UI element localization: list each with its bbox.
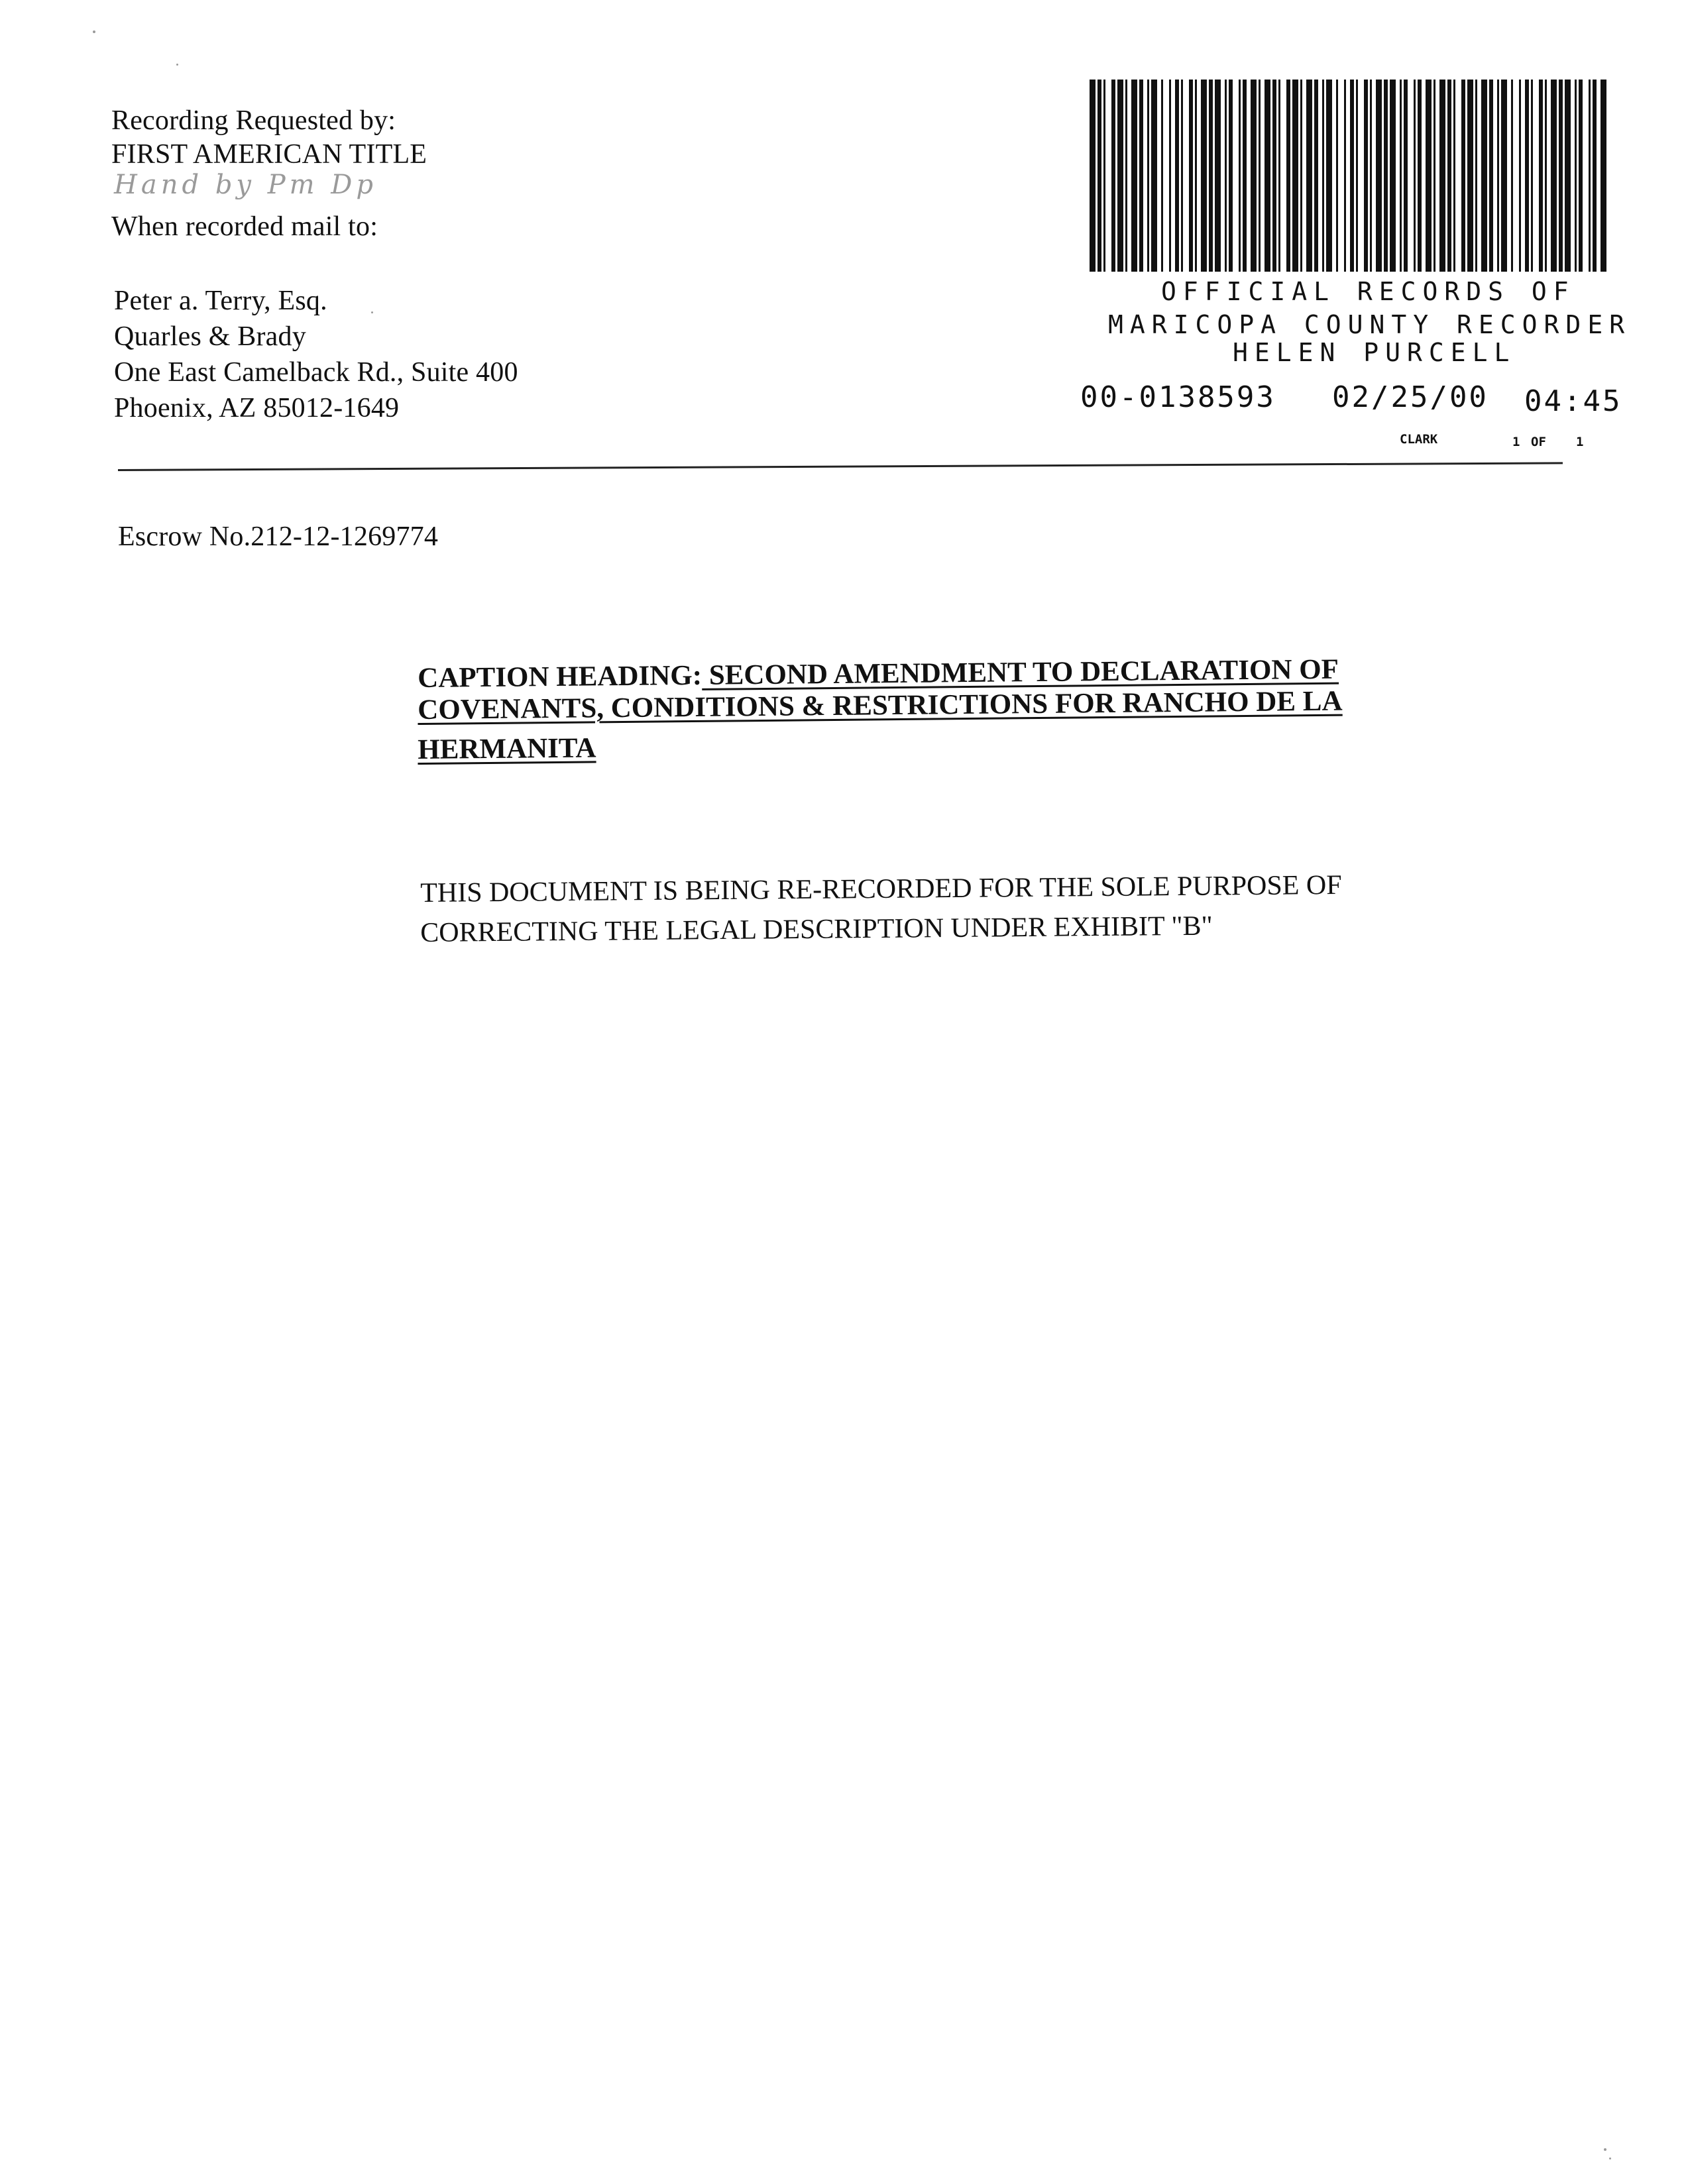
stamp-page-number: 1 <box>1512 435 1520 449</box>
barcode-bar <box>1551 80 1557 272</box>
barcode-bar <box>1426 80 1432 272</box>
barcode-bar <box>1545 80 1547 272</box>
stamp-page-total: 1 <box>1576 435 1584 449</box>
barcode-bar <box>1161 80 1163 272</box>
barcode-bar <box>1278 80 1280 272</box>
barcode-bar <box>1131 80 1137 272</box>
barcode-bar <box>1400 80 1402 272</box>
mail-to-street: One East Camelback Rd., Suite 400 <box>114 357 518 388</box>
barcode-bar <box>1139 80 1143 272</box>
barcode-bar <box>1151 80 1157 272</box>
barcode-bar <box>1376 80 1382 272</box>
barcode-bar <box>1511 80 1513 272</box>
barcode-bar <box>1336 80 1338 272</box>
barcode-bar <box>1125 80 1127 272</box>
barcode-bar <box>1414 80 1416 272</box>
scan-speck <box>1604 2148 1606 2151</box>
barcode-bar <box>1243 80 1247 272</box>
mail-to-name: Peter a. Terry, Esq. <box>114 286 327 316</box>
scan-speck <box>93 30 95 33</box>
stamp-page-of: OF <box>1531 435 1546 449</box>
barcode-bar <box>1201 80 1207 272</box>
barcode-bar <box>1579 80 1583 272</box>
barcode-bar <box>1111 80 1115 272</box>
barcode-bar <box>1147 80 1149 272</box>
barcode-bar <box>1531 80 1533 272</box>
barcode-bar <box>1501 80 1507 272</box>
stamp-date: 02/25/00 <box>1332 380 1489 414</box>
escrow-number: Escrow No.212-12-1269774 <box>118 521 439 552</box>
stamp-time: 04:45 <box>1524 384 1622 418</box>
barcode-bar <box>1433 80 1435 272</box>
mail-to-firm: Quarles & Brady <box>114 321 306 352</box>
caption-prefix: CAPTION HEADING: <box>418 659 702 694</box>
barcode-bar <box>1418 80 1422 272</box>
when-recorded-label: When recorded mail to: <box>111 211 378 242</box>
barcode-bar <box>1090 80 1096 272</box>
barcode-bar <box>1519 80 1521 272</box>
barcode-bar <box>1404 80 1408 272</box>
statement-line1: THIS DOCUMENT IS BEING RE-RECORDED FOR THE SOLE PURPOSE OF <box>420 869 1342 908</box>
handwritten-note: Hand by Pm Dp <box>114 170 377 200</box>
barcode-bar <box>1575 80 1577 272</box>
barcode-bar <box>1181 80 1183 272</box>
barcode-bar <box>1225 80 1227 272</box>
barcode-bar <box>1565 80 1571 272</box>
barcode-bar <box>1356 80 1358 272</box>
barcode-bar <box>1322 80 1324 272</box>
barcode-bar <box>1601 80 1606 272</box>
barcode-bar <box>1169 80 1171 272</box>
barcode-bar <box>1497 80 1499 272</box>
barcode-bar <box>1559 80 1563 272</box>
barcode-bar <box>1272 80 1276 272</box>
barcode-bar <box>1175 80 1179 272</box>
barcode-bar <box>1439 80 1445 272</box>
barcode-bar <box>1097 80 1101 272</box>
barcode-bar <box>1239 80 1241 272</box>
barcode-bar <box>1481 80 1487 272</box>
barcode-bar <box>1251 80 1257 272</box>
scan-speck <box>1609 2157 1611 2159</box>
barcode-bar <box>1461 80 1465 272</box>
statement-line2: CORRECTING THE LEGAL DESCRIPTION UNDER EXHIBIT "B" <box>420 910 1213 948</box>
barcode-bar <box>1589 80 1591 272</box>
caption-title-line2: COVENANTS, CONDITIONS & RESTRICTIONS FOR RANCHO DE LA <box>418 685 1343 726</box>
barcode-bar <box>1229 80 1233 272</box>
header-divider <box>118 462 1563 471</box>
recording-barcode <box>1087 80 1610 272</box>
barcode-bar <box>1350 80 1354 272</box>
recording-requested-label: Recording Requested by: <box>111 105 396 136</box>
stamp-document-number: 00-0138593 <box>1080 380 1276 414</box>
barcode-bar <box>1326 80 1332 272</box>
barcode-bar <box>1390 80 1396 272</box>
barcode-bar <box>1189 80 1193 272</box>
barcode-bar <box>1344 80 1346 272</box>
barcode-bar <box>1292 80 1298 272</box>
scan-speck <box>176 64 178 66</box>
barcode-bar <box>1384 80 1388 272</box>
barcode-bar <box>1259 80 1261 272</box>
stamp-county-recorder: MARICOPA COUNTY RECORDER <box>1108 310 1632 339</box>
barcode-bar <box>1195 80 1197 272</box>
barcode-bar <box>1593 80 1597 272</box>
barcode-bar <box>1475 80 1477 272</box>
stamp-official-records: OFFICIAL RECORDS OF <box>1161 277 1575 306</box>
barcode-bar <box>1264 80 1270 272</box>
barcode-bar <box>1370 80 1372 272</box>
barcode-bar <box>1447 80 1451 272</box>
barcode-bar <box>1489 80 1493 272</box>
barcode-bar <box>1209 80 1213 272</box>
barcode-bar <box>1525 80 1529 272</box>
barcode-bar <box>1103 80 1105 272</box>
barcode-bar <box>1314 80 1318 272</box>
stamp-recorder-name: HELEN PURCELL <box>1233 338 1516 367</box>
barcode-bar <box>1117 80 1123 272</box>
barcode-bar <box>1306 80 1312 272</box>
barcode-bar <box>1467 80 1473 272</box>
scan-speck <box>371 311 373 313</box>
barcode-bar <box>1300 80 1302 272</box>
requested-by-name: FIRST AMERICAN TITLE <box>111 139 427 170</box>
barcode-bar <box>1539 80 1543 272</box>
mail-to-city: Phoenix, AZ 85012-1649 <box>114 393 400 423</box>
stamp-clerk: CLARK <box>1400 432 1438 447</box>
barcode-bar <box>1453 80 1455 272</box>
caption-title-line1: SECOND AMENDMENT TO DECLARATION OF <box>701 653 1339 691</box>
barcode-bar <box>1364 80 1368 272</box>
barcode-bar <box>1286 80 1290 272</box>
caption-title-line3: HERMANITA <box>418 732 596 765</box>
barcode-bar <box>1215 80 1221 272</box>
